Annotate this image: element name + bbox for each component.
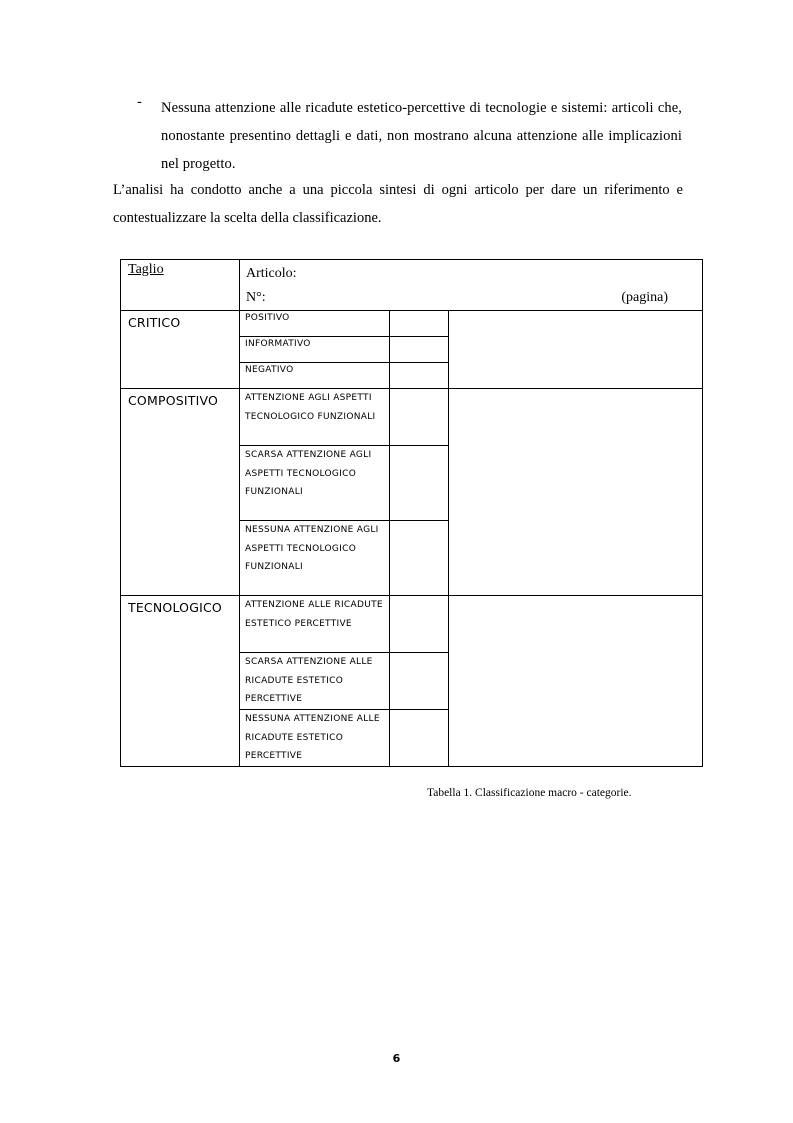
notes-cell [449,596,703,767]
option-cell: POSITIVO [240,311,390,337]
bullet-dash: - [137,94,142,110]
table-header-row [121,260,703,311]
page-number: 6 [392,1052,401,1065]
category-compositivo: COMPOSITIVO [121,389,240,596]
check-cell [390,596,449,653]
option-cell: NESSUNA ATTENZIONE AGLI ASPETTI TECNOLOGICO FUNZIONALI [240,521,390,596]
header-taglio-label: Taglio [128,262,164,277]
table-row [121,389,703,446]
check-cell [390,710,449,767]
table-caption: Tabella 1. Classificazione macro - categorie. [427,787,632,799]
option-cell: SCARSA ATTENZIONE ALLE RICADUTE ESTETICO PERCETTIVE [240,653,390,710]
classification-table [120,259,703,767]
category-critico: CRITICO [121,311,240,389]
body-paragraph: L’analisi ha condotto anche a una piccola sintesi di ogni articolo per dare un riferimento e contestualizzare la scelta della classificazione. [113,182,683,226]
header-taglio [121,260,240,311]
notes-cell [449,389,703,596]
category-tecnologico: TECNOLOGICO [121,596,240,767]
option-cell: ATTENZIONE AGLI ASPETTI TECNOLOGICO FUNZIONALI [240,389,390,446]
option-cell: ATTENZIONE ALLE RICADUTE ESTETICO PERCETTIVE [240,596,390,653]
check-cell [390,521,449,596]
header-pagina-label: (pagina) [621,290,669,305]
bullet-item [137,94,682,178]
check-cell [390,337,449,363]
header-articolo [240,260,703,311]
table-row [121,596,703,653]
check-cell [390,389,449,446]
option-cell: NEGATIVO [240,363,390,389]
check-cell [390,311,449,337]
header-numero-label: N°: [246,290,266,305]
table-row [121,311,703,337]
bullet-text: Nessuna attenzione alle ricadute estetico-percettive di tecnologie e sistemi: articoli che, nonostante presentino dettagli e dati, non mostrano alcuna attenzione alle implicazioni nel progetto. [161,100,682,172]
option-cell: NESSUNA ATTENZIONE ALLE RICADUTE ESTETICO PERCETTIVE [240,710,390,767]
check-cell [390,446,449,521]
header-articolo-label: Articolo: [246,266,297,281]
option-cell: INFORMATIVO [240,337,390,363]
notes-cell [449,311,703,389]
check-cell [390,363,449,389]
check-cell [390,653,449,710]
option-cell: SCARSA ATTENZIONE AGLI ASPETTI TECNOLOGICO FUNZIONALI [240,446,390,521]
